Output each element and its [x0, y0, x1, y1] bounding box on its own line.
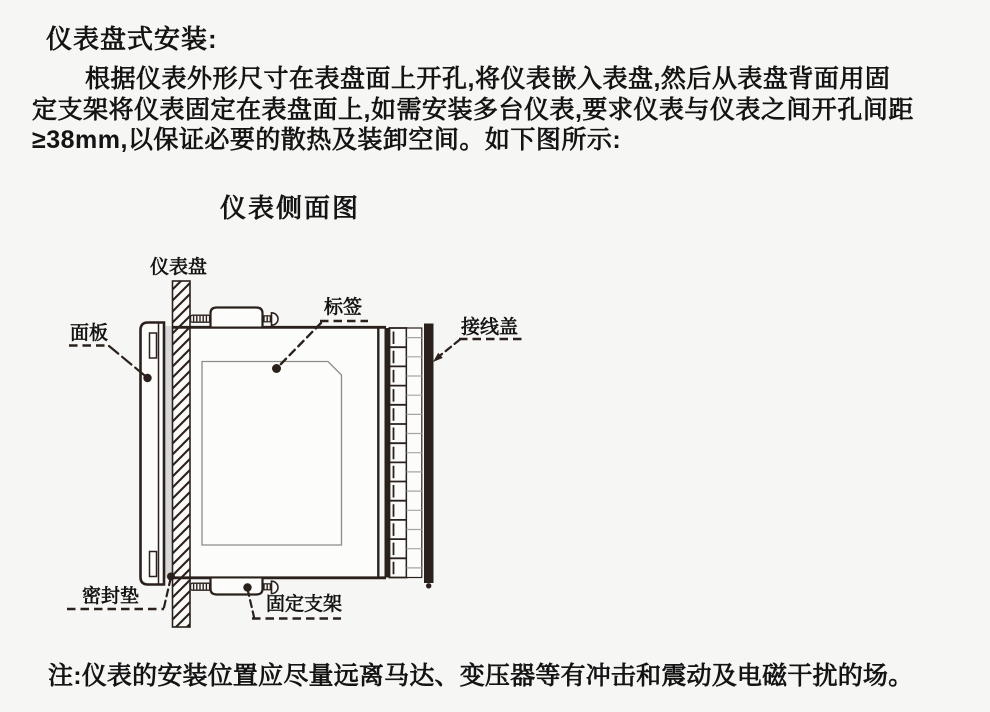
paragraph-line-3: ≥38mm,以保证必要的散热及装卸空间。如下图所示: — [32, 126, 622, 154]
label-sticker: 标签 — [324, 297, 363, 318]
instrument-body-fill — [190, 326, 379, 578]
paragraph-line-2: 定支架将仪表固定在表盘面上,如需安装多台仪表,要求仪表与仪表之间开孔间距 — [32, 96, 914, 124]
leader-dot-gasket — [167, 573, 175, 581]
diagram-title: 仪表侧面图 — [220, 194, 361, 223]
front-bezel — [141, 323, 165, 585]
leader-dot-sticker — [272, 364, 281, 373]
label-wiring-cover: 接线盖 — [461, 317, 519, 338]
screw-head-top — [272, 313, 279, 325]
label-instrument-panel: 仪表盘 — [150, 257, 208, 278]
screw-head-bottom — [272, 581, 278, 593]
fixing-bracket-top — [191, 308, 279, 327]
callout-wiring-cover — [433, 315, 523, 362]
mounting-panel-hatch — [173, 281, 191, 627]
terminal-block — [385, 328, 422, 578]
paragraph-line-1: 根据仪表外形尺寸在表盘面上开孔,将仪表嵌入表盘,然后从表盘背面用固 — [85, 65, 891, 93]
label-fixing-bracket: 固定支架 — [266, 594, 343, 615]
side-view-diagram — [0, 185, 560, 655]
wiring-cover-bar — [424, 324, 434, 589]
label-gasket: 密封垫 — [82, 586, 140, 607]
page-title: 仪表盘式安装: — [46, 24, 218, 54]
leader-dot-fixing-bracket — [243, 583, 251, 591]
fixing-bracket-bottom — [191, 579, 278, 595]
leader-dot-front-panel — [143, 374, 151, 382]
label-front-panel: 面板 — [70, 323, 109, 344]
footer-note: 注:仪表的安装位置应尽量远离马达、变压器等有冲击和震动及电磁干扰的场。 — [48, 662, 914, 690]
